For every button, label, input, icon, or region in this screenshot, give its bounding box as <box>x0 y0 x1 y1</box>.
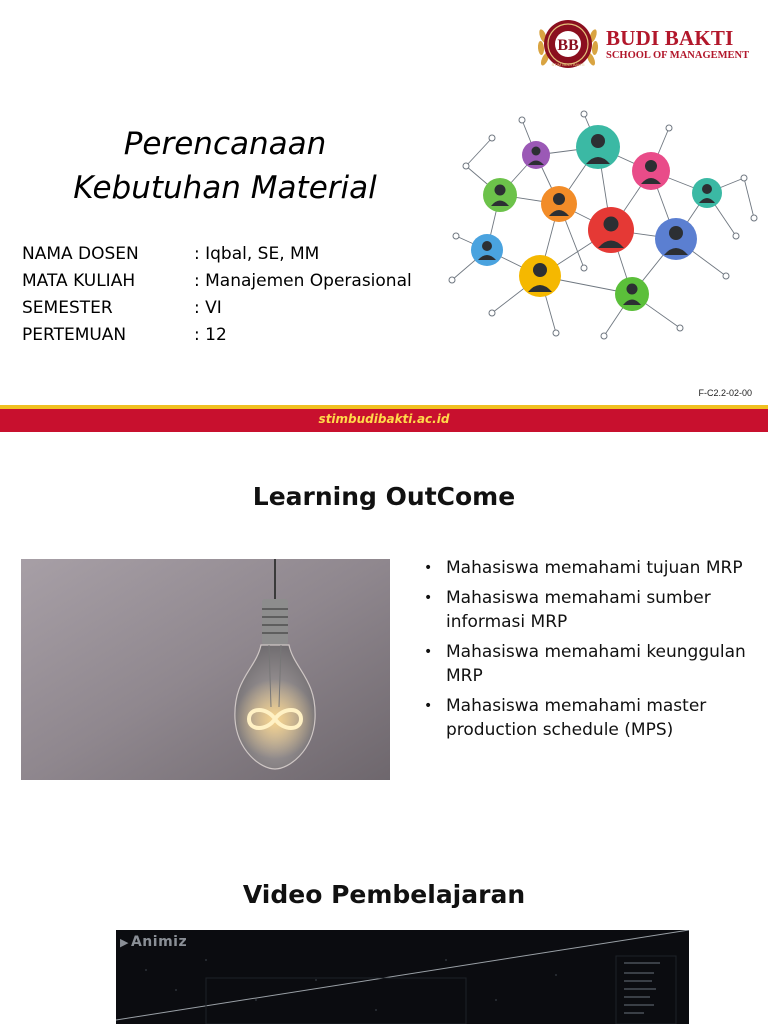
info-value: : VI <box>194 298 222 318</box>
video-player[interactable] <box>116 930 689 1024</box>
list-item <box>424 640 754 688</box>
slide-title <box>20 122 430 210</box>
seal-text: STIM BUDI BAKTI <box>551 62 585 67</box>
video-slide <box>0 840 768 1024</box>
light-bulb-image <box>21 559 390 780</box>
info-label: PERTEMUAN <box>22 325 127 345</box>
list-item-text: Mahasiswa memahami keunggulan MRP <box>446 642 746 686</box>
info-value: : Manajemen Operasional <box>194 271 412 291</box>
video-brand <box>120 934 187 950</box>
info-label: MATA KULIAH <box>22 271 136 291</box>
title-slide <box>0 0 768 432</box>
slide-heading: Learning OutCome <box>252 482 516 511</box>
logo-subtitle: SCHOOL OF MANAGEMENT <box>606 50 750 61</box>
list-item <box>424 586 754 634</box>
list-item <box>424 694 754 742</box>
bullet-icon: • <box>424 560 433 576</box>
title-line-2: Kebutuhan Material <box>73 170 377 206</box>
play-icon: ▶ <box>120 936 129 949</box>
bullet-icon: • <box>424 698 433 714</box>
people-network-illustration <box>444 108 760 348</box>
slide-heading: Video Pembelajaran <box>242 880 526 909</box>
bullet-icon: • <box>424 644 433 660</box>
logo-name: BUDI BAKTI <box>606 26 734 50</box>
info-label: NAMA DOSEN <box>22 244 139 264</box>
learning-outcome-list <box>424 556 754 748</box>
list-item-text: Mahasiswa memahami master production schedule (MPS) <box>446 696 707 740</box>
learning-outcome-slide <box>0 432 768 840</box>
list-item-text: Mahasiswa memahami tujuan MRP <box>446 558 743 578</box>
seal-letters: BB <box>557 37 579 54</box>
seal-icon <box>534 14 602 76</box>
document-code: F-C2.2-02-00 <box>698 388 752 398</box>
video-frame-graphic <box>116 930 689 1024</box>
info-value: : 12 <box>194 325 227 345</box>
bullet-icon: • <box>424 590 433 606</box>
info-label: SEMESTER <box>22 298 113 318</box>
website-link[interactable]: stimbudibakti.ac.id <box>318 412 450 426</box>
title-line-1: Perencanaan <box>123 126 327 162</box>
list-item-text: Mahasiswa memahami sumber informasi MRP <box>446 588 711 632</box>
info-value: : Iqbal, SE, MM <box>194 244 320 264</box>
budi-bakti-logo <box>534 14 754 74</box>
list-item <box>424 556 754 580</box>
video-brand-text: Animiz <box>130 934 188 950</box>
